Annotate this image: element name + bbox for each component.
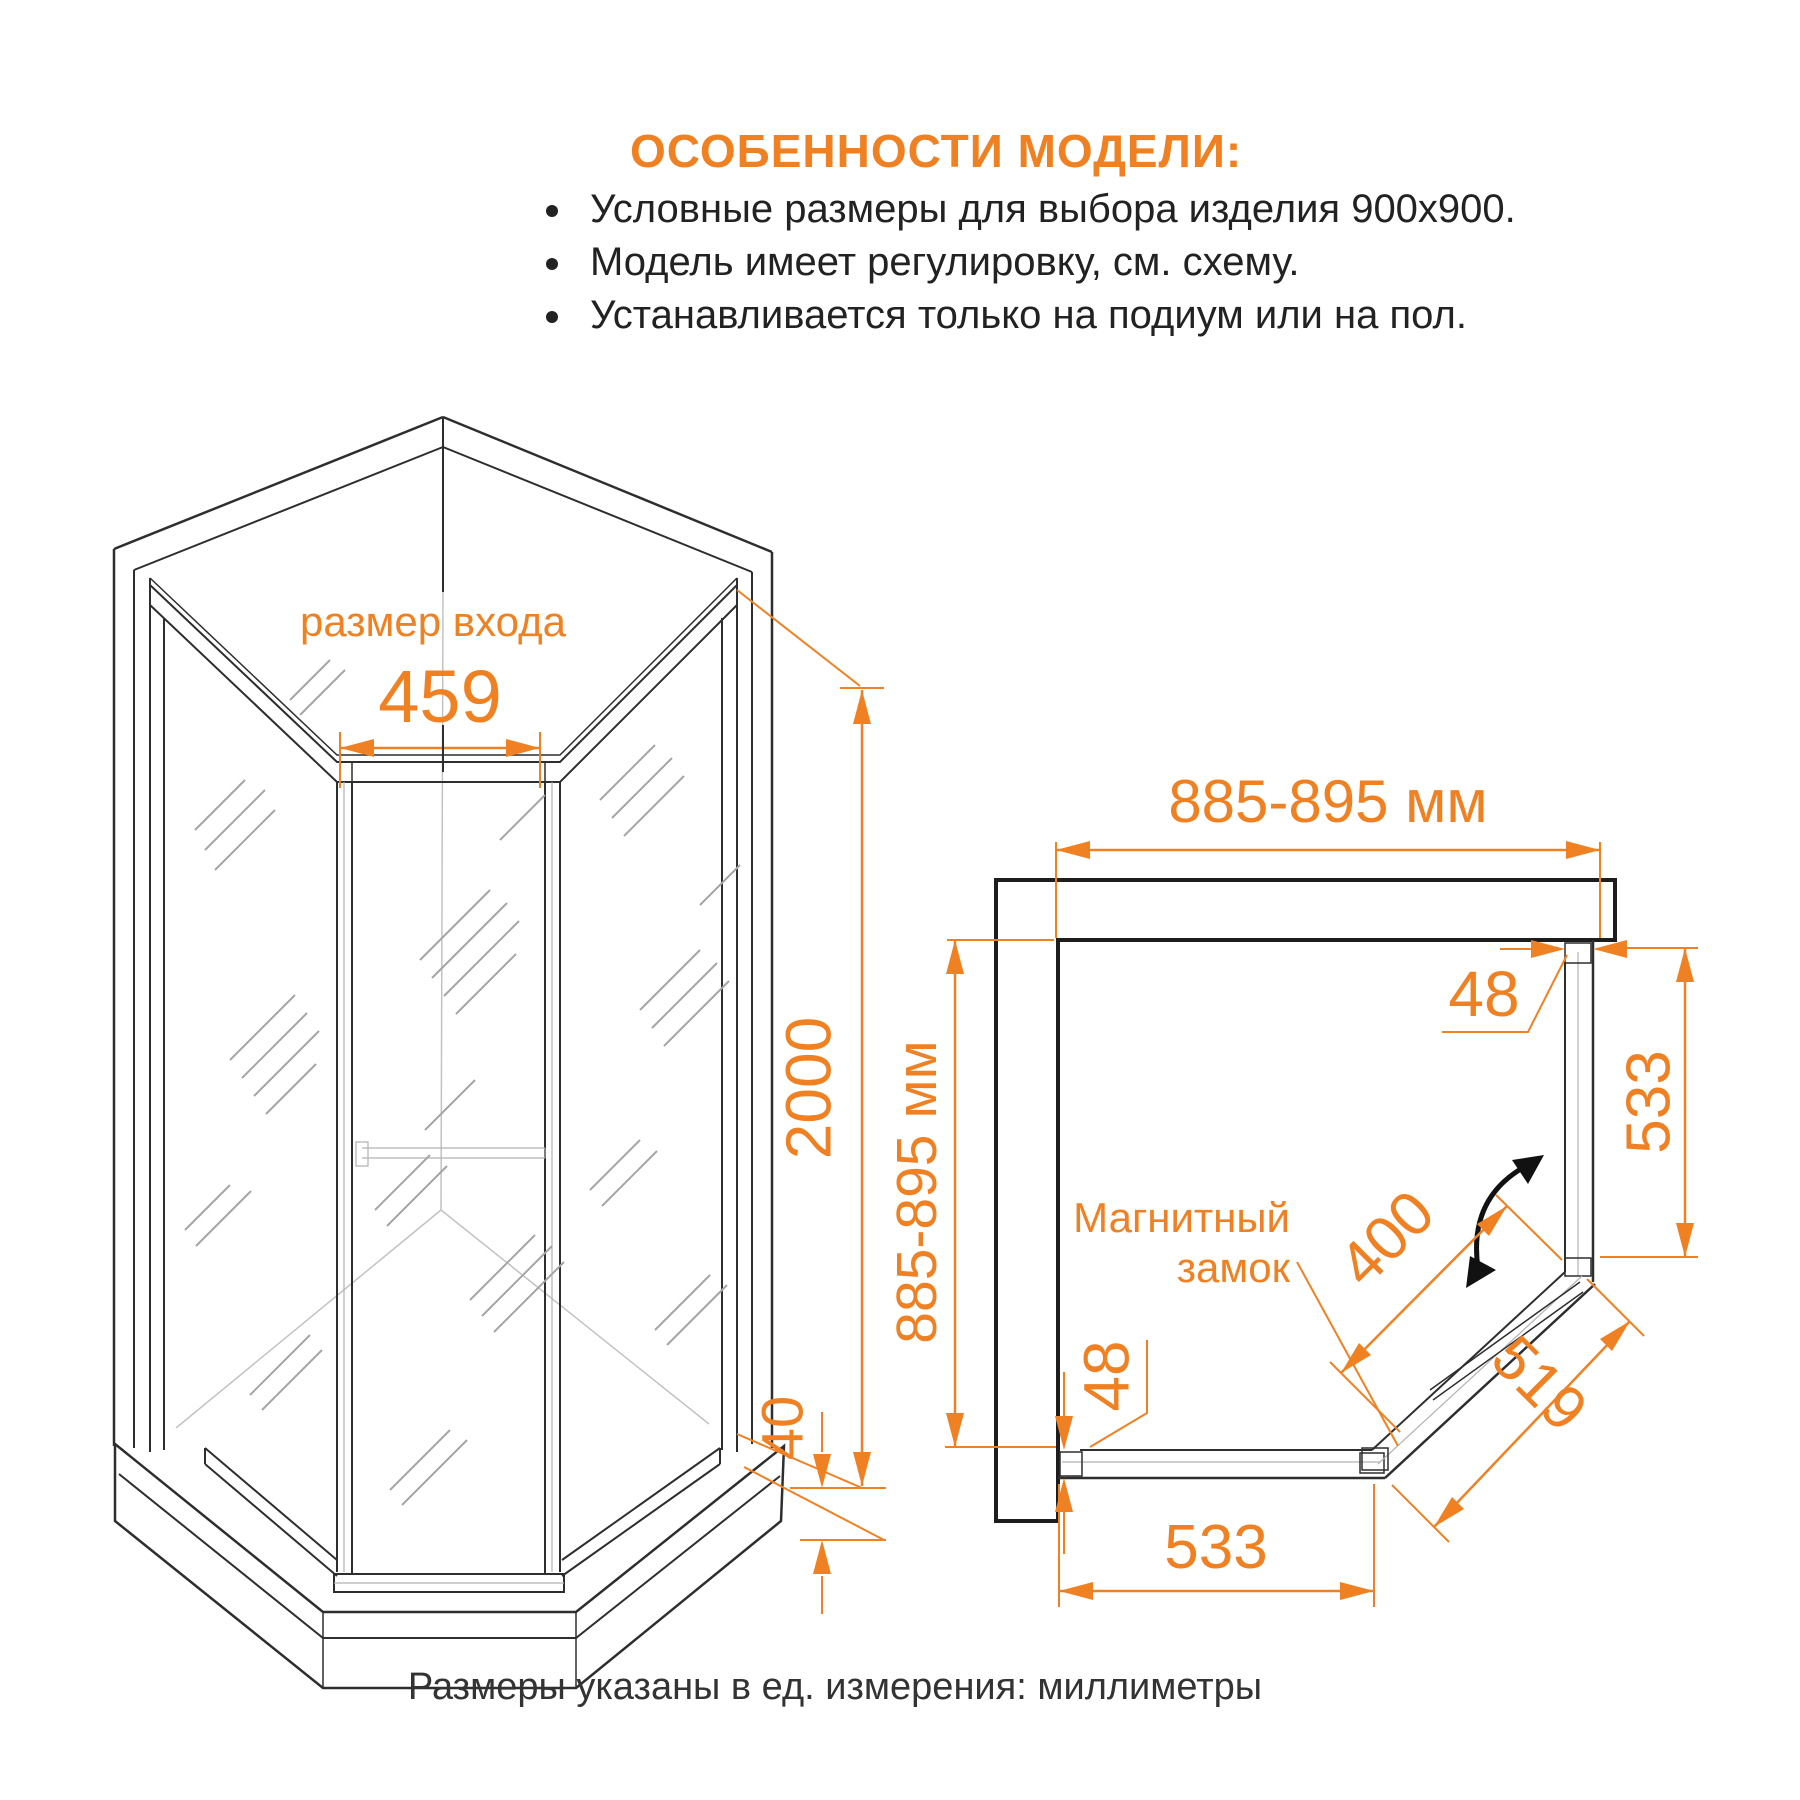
towel-bar [356, 1142, 545, 1166]
dim-profile-bottom [1055, 1340, 1147, 1554]
dim-400-label: 400 [1325, 1177, 1448, 1300]
dim-depth-left-label: 885-895 мм [884, 1040, 949, 1344]
plan-bottom-panel [1058, 1450, 1385, 1478]
glass-hatching [185, 660, 740, 1505]
iso-walls [114, 417, 772, 1448]
page-title: ОСОБЕННОСТИ МОДЕЛИ: [630, 125, 1243, 177]
iso-base-tray [115, 1444, 784, 1688]
dim-2000: 2000 [772, 1016, 845, 1160]
lock-label-line1: Магнитный [1073, 1194, 1290, 1241]
dim-diagonal [1392, 1279, 1644, 1542]
feature-item-1: • Условные размеры для выбора изделия 900х900. [576, 183, 1676, 236]
door-swing-arrow [1466, 1155, 1544, 1288]
plan-view [885, 768, 1698, 1607]
dim-48-top-label: 48 [1448, 958, 1520, 1030]
dim-profile-top [1442, 940, 1627, 1032]
dim-533-bottom-label: 533 [1164, 1513, 1268, 1582]
units-note: Размеры указаны в ед. измерения: миллиметры [407, 1666, 1263, 1708]
plan-right-panel [1565, 940, 1593, 1282]
dim-side-right [1600, 948, 1698, 1257]
lock-label-line2: замок [1176, 1244, 1290, 1291]
feature-item-3: • Устанавливается только на подиум или на пол. [576, 289, 1676, 342]
dim-533-right-label: 533 [1614, 1050, 1684, 1154]
dim-width-top-label: 885-895 мм [1168, 768, 1488, 835]
iso-dimensions [300, 590, 886, 1614]
entrance-size-label: размер входа [300, 598, 566, 645]
feature-item-2: • Модель имеет регулировку, см. схему. [576, 236, 1676, 289]
dim-459: 459 [378, 655, 502, 738]
dim-40: 40 [750, 1395, 816, 1461]
dim-side-bottom [1059, 1484, 1374, 1607]
iso-view [114, 417, 886, 1688]
dim-48-bottom-label: 48 [1070, 1340, 1143, 1412]
dim-519-label: 519 [1478, 1322, 1601, 1445]
